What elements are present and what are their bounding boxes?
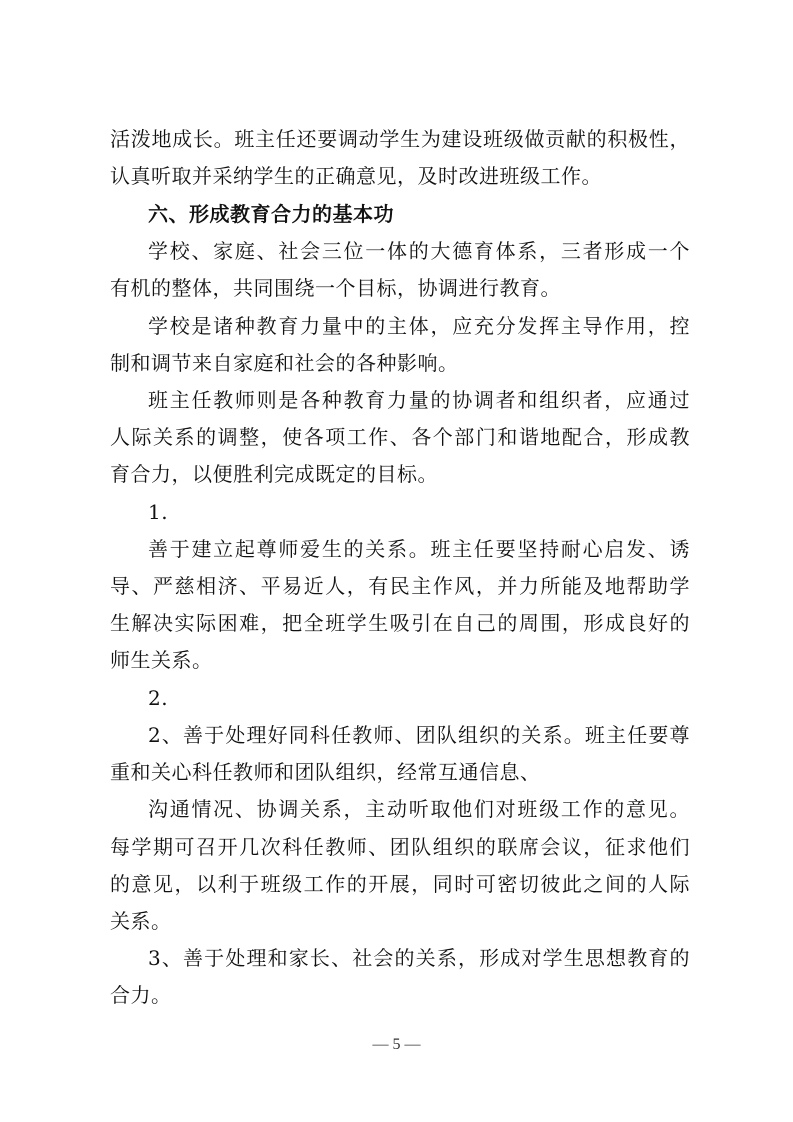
list-number: 2.: [148, 686, 169, 710]
text-line: 师生关系。: [110, 648, 213, 672]
text-line: 沟通情况、协调关系，主动听取他们对班级工作的意见。: [148, 797, 690, 821]
text-line: 班主任教师则是各种教育力量的协调者和组织者，应通过: [148, 388, 690, 412]
list-number: 1.: [148, 500, 169, 524]
text-line: 2、善于处理好同科任教师、团队组织的关系。班主任要尊: [148, 723, 690, 747]
text-line: 合力。: [110, 983, 172, 1007]
text-line: 活泼地成长。班主任还要调动学生为建设班级做贡献的积极性，: [110, 127, 690, 151]
text-line: 重和关心科任教师和团队组织，经常互通信息、: [110, 760, 541, 784]
page-number: — 5 —: [372, 1036, 421, 1053]
section-heading: 六、形成教育合力的基本功: [148, 202, 394, 226]
text-line: 制和调节来自家庭和社会的各种影响。: [110, 351, 459, 375]
text-line: 生解决实际困难，把全班学生吸引在自己的周围，形成良好的: [110, 611, 690, 635]
text-line: 认真听取并采纳学生的正确意见，及时改进班级工作。: [110, 164, 602, 188]
text-line: 导、严慈相济、平易近人，有民主作风，并力所能及地帮助学: [110, 574, 690, 598]
text-line: 学校、家庭、社会三位一体的大德育体系，三者形成一个: [148, 239, 690, 263]
text-line: 关系。: [110, 909, 172, 933]
text-line: 每学期可召开几次科任教师、团队组织的联席会议，征求他们: [110, 835, 690, 859]
text-line: 的意见，以利于班级工作的开展，同时可密切彼此之间的人际: [110, 872, 690, 896]
text-line: 人际关系的调整，使各项工作、各个部门和谐地配合，形成教: [110, 425, 690, 449]
text-line: 有机的整体，共同围绕一个目标，协调进行教育。: [110, 276, 561, 300]
text-line: 善于建立起尊师爱生的关系。班主任要坚持耐心启发、诱: [148, 537, 690, 561]
text-line: 育合力，以便胜利完成既定的目标。: [110, 462, 438, 486]
text-line: 学校是诸种教育力量中的主体，应充分发挥主导作用，控: [148, 314, 690, 338]
text-line: 3、善于处理和家长、社会的关系，形成对学生思想教育的: [148, 946, 690, 970]
